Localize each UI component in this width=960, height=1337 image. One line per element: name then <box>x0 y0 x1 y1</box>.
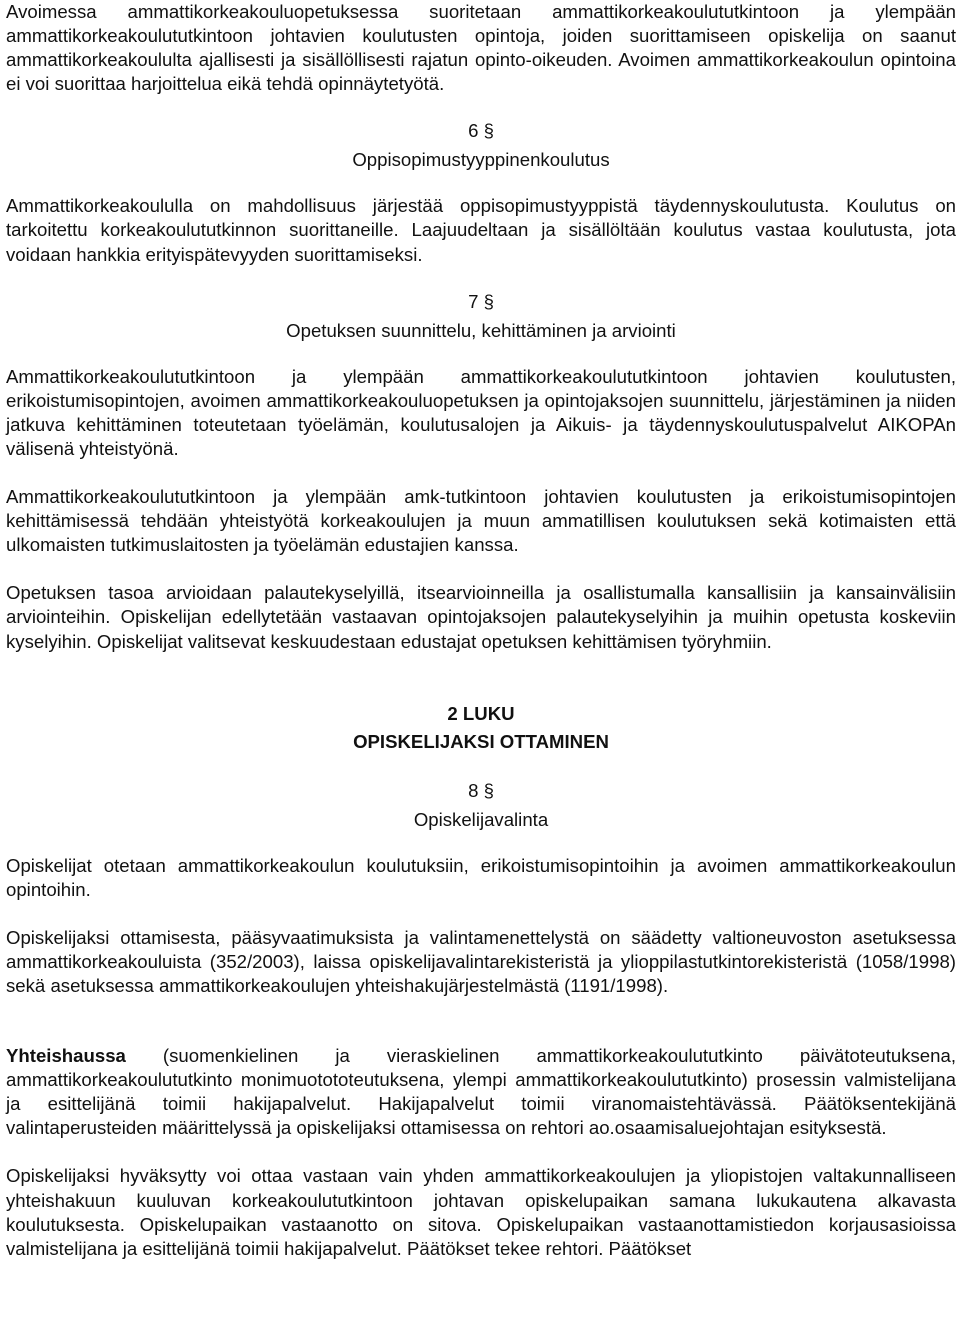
chapter-number: 2 LUKU <box>447 702 515 724</box>
spacer <box>6 834 956 854</box>
section-6-number: 6 <box>468 120 479 142</box>
spacer <box>6 654 956 700</box>
section-8-paragraph-2: Opiskelijaksi ottamisesta, pääsyvaatimuksista ja valintamenettelystä on säädetty valtioneuvoston asetuksessa ammattikorkeakouluista (352/2003), laissa opiskelijavalintarekisteristä ja ylioppilastutkintorekisteristä (1058/1998) sekä asetuksessa ammattikorkeakoulujen yhteishakujärjestelmästä (1191/1998). <box>6 926 956 996</box>
section-7-title: Opetuksen suunnittelu, kehittäminen ja arviointi <box>286 319 676 341</box>
spacer <box>6 902 956 926</box>
section-8-paragraph-1: Opiskelijat otetaan ammattikorkeakoulun koulutuksiin, erikoistumisopintoihin ja avoimen ammattikorkeakoulun opintoihin. <box>6 854 956 900</box>
spacer <box>6 461 956 485</box>
section-6-number-line <box>6 116 956 145</box>
spacer <box>6 267 956 287</box>
section-7-number-line <box>6 287 956 316</box>
chapter-2-heading <box>6 700 956 756</box>
spacer <box>6 345 956 365</box>
section-8-last-paragraph: Opiskelijaksi hyväksytty voi ottaa vastaan vain yhden ammattikorkeakoulujen ja yliopistojen valtakunnalliseen yhteishakuun kuuluvan korkeakoulututkintoon johtavan opiskelupaikan samana lukukautena alkavasta koulutuksesta. Opiskelupaikan vastaanotto on sitova. Opiskelupaikan vastaanottamistiedon korjausasioissa valmistelijana ja esittelijänä toimii hakijapalvelut. Päätökset tekee rehtori. Päätökset <box>6 1165 956 1259</box>
section-8-number: 8 <box>468 779 479 801</box>
document-page <box>6 0 956 1261</box>
section-sign: § <box>483 120 494 142</box>
intro-paragraph: Avoimessa ammattikorkeakouluopetuksessa suoritetaan ammattikorkeakoulututkintoon ja ylempään ammattikorkeakoulututkintoon johtavien koulutusten opintoja, joiden suorittamiseen opiskelija on saanut ammattikorkeakoululta ajallisesti ja sisällöllisesti rajatun opinto-oikeuden. Avoimen ammattikorkeakoulun opintoina ei voi suorittaa harjoittelua eikä tehdä opinnäytetyötä. <box>6 1 956 95</box>
section-6-heading <box>6 116 956 174</box>
section-7-number: 7 <box>468 290 479 312</box>
yhteishaku-text: (suomenkielinen ja vieraskielinen ammattikorkeakoulututkinto päivätoteutuksena, ammattikorkeakoulututkinto monimuotototeutuksena, ylempi ammattikorkeakoulututkinto) prosessin valmistelijana ja esittelijänä toimii hakijapalvelut. Hakijapalvelut toimii viranomaistehtävässä. Päätöksentekijänä valintaperusteiden määrittelyssä ja opiskelijaksi ottamisessa on rehtori ao.osaamisaluejohtajan esityksestä. <box>6 1045 956 1139</box>
section-6-title: Oppisopimustyyppinenkoulutus <box>352 149 610 171</box>
spacer <box>6 96 956 116</box>
section-8-heading <box>6 776 956 834</box>
spacer <box>6 557 956 581</box>
section-7-paragraph-3: Opetuksen tasoa arvioidaan palautekyselyillä, itsearvioinneilla ja osallistumalla kansallisiin ja kansainvälisiin arviointeihin. Opiskelijan edellytetään vastaavan opintojaksojen palautekyselyihin ja muihin opetusta koskeviin kyselyihin. Opiskelijat valitsevat keskuudestaan edustajat opetuksen kehittämisen työryhmiin. <box>6 582 956 652</box>
section-7-paragraph-1: Ammattikorkeakoulututkintoon ja ylempään ammattikorkeakoulututkintoon johtavien koulutusten, erikoistumisopintojen, avoimen ammattikorkeakouluopetuksen ja opintojaksojen suunnittelu, järjestäminen ja niiden jatkuva kehittäminen toteutetaan työelämän, koulutusalojen ja Aikuis- ja täydennyskoulutuspalvelut AIKOPAn välisenä yhteistyönä. <box>6 365 956 459</box>
section-8-number-line <box>6 776 956 805</box>
section-8-yhteishaku-paragraph <box>6 1044 956 1140</box>
section-sign: § <box>483 779 494 801</box>
spacer <box>6 1140 956 1164</box>
yhteishaku-term: Yhteishaussa <box>6 1045 126 1067</box>
section-7-paragraph-2: Ammattikorkeakoulututkintoon ja ylempään amk-tutkintoon johtavien koulutusten ja erikoistumisopintojen kehittämisessä tehdään yhteistyötä korkeakoulujen ja muun ammatillisen koulutuksen sekä kotimaisten että ulkomaisten tutkimuslaitosten ja työelämän edustajien kanssa. <box>6 486 956 556</box>
section-7-heading <box>6 287 956 345</box>
spacer <box>6 998 956 1044</box>
section-sign: § <box>483 290 494 312</box>
section-6-paragraph: Ammattikorkeakoululla on mahdollisuus järjestää oppisopimustyyppistä täydennyskoulutusta. Koulutus on tarkoitettu korkeakoulututkinnon suorittaneille. Laajuudeltaan ja sisällöltään koulutus vastaa koulutusta, jota voidaan hankkia erityispätevyyden suorittamiseksi. <box>6 195 956 265</box>
spacer <box>6 174 956 194</box>
section-8-title: Opiskelijavalinta <box>413 808 549 830</box>
chapter-title: OPISKELIJAKSI OTTAMINEN <box>353 730 609 752</box>
spacer <box>6 756 956 776</box>
